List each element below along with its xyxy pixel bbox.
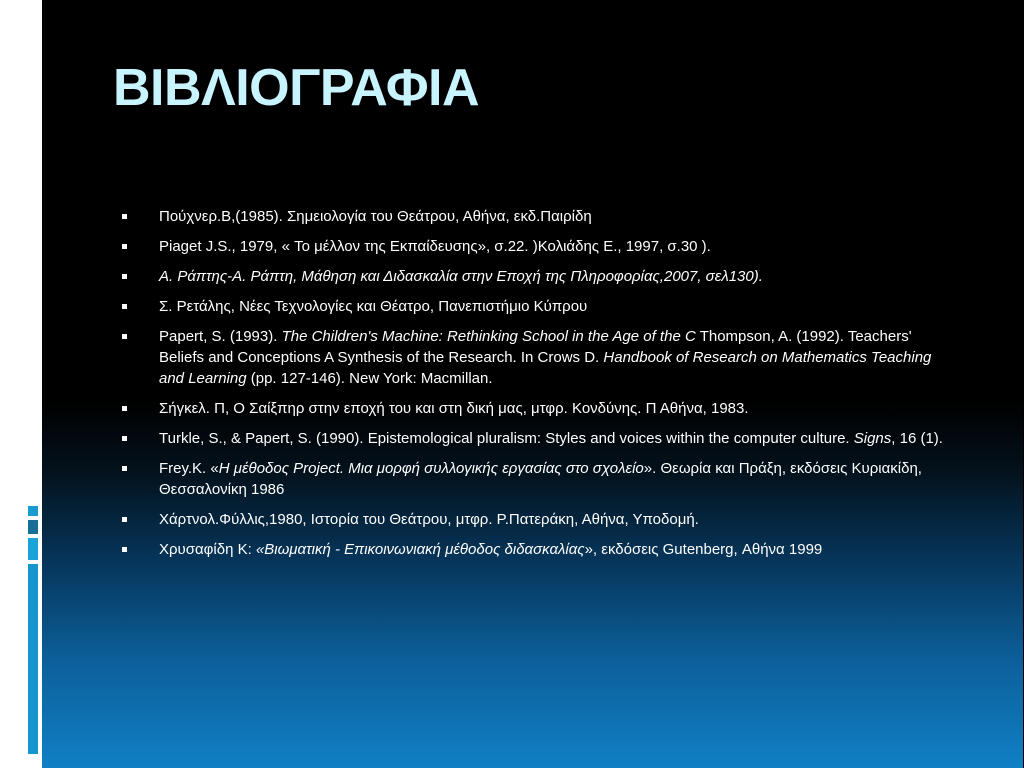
slide-title: ΒΙΒΛΙΟΓΡΑΦΙΑ (113, 59, 480, 117)
square-bullet-icon (122, 214, 127, 219)
reference-item (120, 398, 955, 419)
reference-text: Frey.K. « (159, 460, 219, 477)
square-bullet-icon (122, 547, 127, 552)
reference-item (120, 509, 955, 530)
square-bullet-icon (122, 517, 127, 522)
reference-text-italic: Η μέθοδος Project. Μια μορφή συλλογικής εργασίας στο σχολείο (218, 460, 644, 477)
square-bullet-icon (122, 436, 127, 441)
square-bullet-icon (122, 466, 127, 471)
reference-text-italic: The Children's Machine: Rethinking School in the Age of the C (281, 328, 696, 345)
accent-bar (28, 538, 38, 560)
accent-bar (28, 520, 38, 534)
reference-text: Χρυσαφίδη Κ: (159, 541, 256, 558)
reference-item (120, 266, 955, 287)
reference-item (120, 458, 955, 500)
reference-text-italic: Handbook of Research on Mathematics Teaching and Learning (159, 349, 932, 387)
reference-text-italic: Α. Ράπτης-Α. Ράπτη, Μάθηση και Διδασκαλία στην Εποχή της Πληροφορίας,2007, σελ130). (159, 268, 763, 285)
reference-text: Σ. Ρετάλης, Νέες Τεχνολογίες και Θέατρο, Πανεπιστήμιο Κύπρου (159, 298, 588, 315)
square-bullet-icon (122, 406, 127, 411)
reference-text-italic: «Βιωματική - Επικοινωνιακή μέθοδος διδασκαλίας (255, 541, 585, 558)
reference-text: ». Θεωρία και Πράξη, εκδόσεις Κυριακίδη, Θεσσαλονίκη 1986 (159, 460, 922, 498)
reference-text: Πούχνερ.Β,(1985). Σημειολογία του Θεάτρου, Αθήνα, εκδ.Παιρίδη (159, 208, 592, 225)
reference-item (120, 206, 955, 227)
reference-text: Turkle, S., & Papert, S. (1990). Epistemological pluralism: Styles and voices within the computer culture. (159, 430, 854, 447)
reference-text: Piaget J.S., 1979, « Το μέλλον της Εκπαίδευσης», σ.22. )Κολιάδης Ε., 1997, σ.30 ). (159, 238, 711, 255)
square-bullet-icon (122, 274, 127, 279)
square-bullet-icon (122, 334, 127, 339)
bibliography-list (120, 206, 955, 569)
reference-item (120, 236, 955, 257)
reference-item (120, 539, 955, 560)
reference-item (120, 428, 955, 449)
reference-item (120, 296, 955, 317)
reference-text: Papert, S. (1993). (159, 328, 282, 345)
square-bullet-icon (122, 244, 127, 249)
reference-text: Thompson, A. (1992). Teachers' Beliefs and Conceptions A Synthesis of the Research. In Crows D. (159, 328, 912, 366)
accent-bar (28, 564, 38, 754)
square-bullet-icon (122, 304, 127, 309)
reference-item (120, 326, 955, 389)
reference-text: , 16 (1). (891, 430, 943, 447)
reference-text: », εκδόσεις Gutenberg, Αθήνα 1999 (584, 541, 823, 558)
reference-text-italic: Signs (853, 430, 892, 447)
reference-text: Χάρτνολ.Φύλλις,1980, Ιστορία του Θεάτρου, μτφρ. Ρ.Πατεράκη, Αθήνα, Υποδομή. (159, 511, 699, 528)
accent-bar (28, 506, 38, 516)
reference-text: Σήγκελ. Π, Ο Σαίξπηρ στην εποχή του και στη δική μας, μτφρ. Κονδύνης. Π Αθήνα, 1983. (159, 400, 749, 417)
reference-text: (pp. 127-146). New York: Macmillan. (246, 370, 493, 387)
